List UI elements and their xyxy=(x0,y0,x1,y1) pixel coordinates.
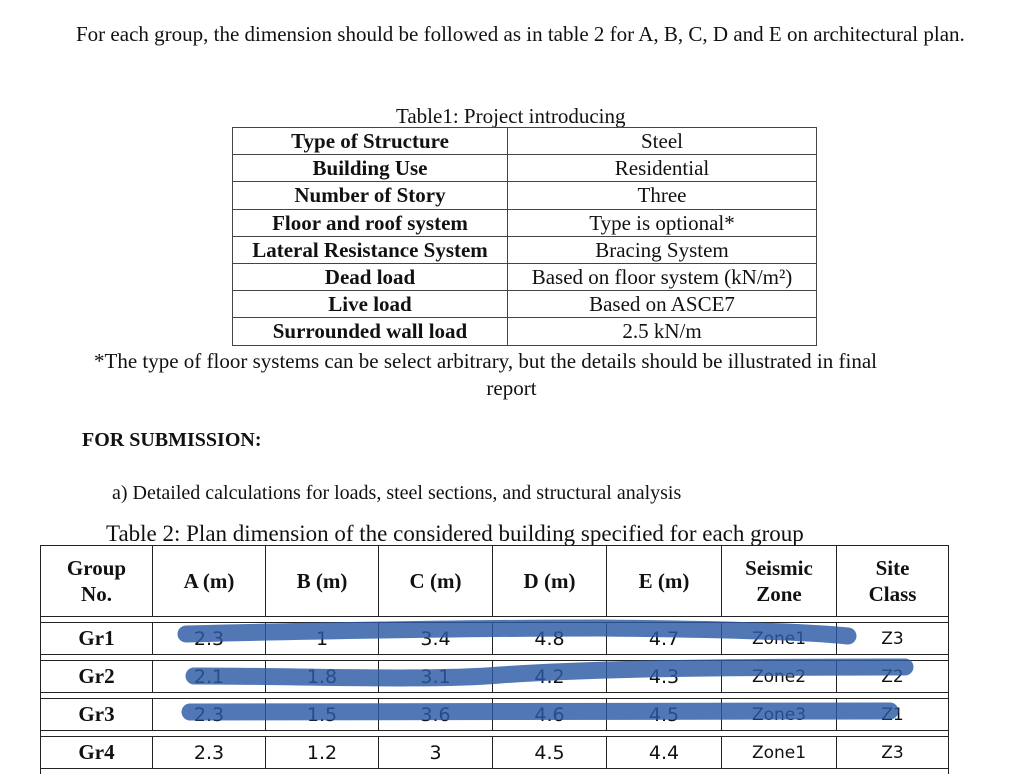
zone-cell: Zone1 xyxy=(722,623,837,655)
header-d: D (m) xyxy=(493,546,607,617)
table-key: Surrounded wall load xyxy=(233,318,508,345)
b-cell: 1.5 xyxy=(266,699,379,731)
project-intro-table xyxy=(232,127,817,346)
header-e: E (m) xyxy=(607,546,722,617)
table-value: Based on ASCE7 xyxy=(508,291,817,318)
c-cell: 3.4 xyxy=(379,623,493,655)
b-cell: 1 xyxy=(266,623,379,655)
table-row xyxy=(41,661,949,693)
e-cell: 4.3 xyxy=(607,661,722,693)
table-key: Building Use xyxy=(233,155,508,182)
plan-dimension-table xyxy=(40,545,949,774)
e-cell: 4.5 xyxy=(607,699,722,731)
footnote-continuation: report xyxy=(486,376,537,400)
group-cell: Gr4 xyxy=(41,737,153,769)
site-cell: Z3 xyxy=(837,623,949,655)
table-row xyxy=(41,737,949,769)
table-row xyxy=(233,318,817,345)
d-cell: 4.8 xyxy=(493,623,607,655)
table-row xyxy=(233,209,817,236)
c-cell: 3 xyxy=(379,737,493,769)
table-row xyxy=(233,291,817,318)
site-cell: Z3 xyxy=(837,737,949,769)
header-b: B (m) xyxy=(266,546,379,617)
group-cell: Gr2 xyxy=(41,661,153,693)
intro-paragraph: For each group, the dimension should be followed as in table 2 for A, B, C, D and E on architectural plan. xyxy=(76,22,965,46)
d-cell: 4.6 xyxy=(493,699,607,731)
e-cell: 4.4 xyxy=(607,737,722,769)
zone-cell: Zone1 xyxy=(722,737,837,769)
group-cell: Gr3 xyxy=(41,699,153,731)
table-row xyxy=(233,155,817,182)
table-value: 2.5 kN/m xyxy=(508,318,817,345)
zone-cell: Zone2 xyxy=(722,661,837,693)
table-key: Number of Story xyxy=(233,182,508,209)
zone-cell: Zone3 xyxy=(722,699,837,731)
header-c: C (m) xyxy=(379,546,493,617)
table-value: Based on floor system (kN/m²) xyxy=(508,263,817,290)
table-value: Residential xyxy=(508,155,817,182)
table-value: Steel xyxy=(508,128,817,155)
table-header-row xyxy=(41,546,949,617)
a-cell: 2.3 xyxy=(153,737,266,769)
table-key: Live load xyxy=(233,291,508,318)
e-cell: 4.7 xyxy=(607,623,722,655)
a-cell: 2.3 xyxy=(153,699,266,731)
b-cell: 1.8 xyxy=(266,661,379,693)
header-a: A (m) xyxy=(153,546,266,617)
table-row xyxy=(41,699,949,731)
header-group: Group No. xyxy=(41,546,153,617)
header-site-class: Site Class xyxy=(837,546,949,617)
c-cell: 3.1 xyxy=(379,661,493,693)
d-cell: 4.5 xyxy=(493,737,607,769)
table-row xyxy=(233,236,817,263)
group-cell: Gr1 xyxy=(41,623,153,655)
table-row xyxy=(233,128,817,155)
a-cell: 2.1 xyxy=(153,661,266,693)
table-row xyxy=(41,623,949,655)
table-key: Lateral Resistance System xyxy=(233,236,508,263)
table-key: Type of Structure xyxy=(233,128,508,155)
table-value: Type is optional* xyxy=(508,209,817,236)
header-seismic-zone: Seismic Zone xyxy=(722,546,837,617)
footnote-line: *The type of floor systems can be select arbitrary, but the details should be illustrated in final xyxy=(94,349,877,373)
submission-heading: FOR SUBMISSION: xyxy=(82,429,262,451)
table-row xyxy=(233,263,817,290)
table-row xyxy=(233,182,817,209)
site-cell: Z2 xyxy=(837,661,949,693)
b-cell: 1.2 xyxy=(266,737,379,769)
table-key: Floor and roof system xyxy=(233,209,508,236)
d-cell: 4.2 xyxy=(493,661,607,693)
table-value: Bracing System xyxy=(508,236,817,263)
table-key: Dead load xyxy=(233,263,508,290)
a-cell: 2.3 xyxy=(153,623,266,655)
table-value: Three xyxy=(508,182,817,209)
submission-item: a) Detailed calculations for loads, steel sections, and structural analysis xyxy=(112,482,682,504)
table1-caption: Table1: Project introducing xyxy=(396,104,626,128)
site-cell: Z1 xyxy=(837,699,949,731)
table2-caption: Table 2: Plan dimension of the considered building specified for each group xyxy=(106,521,804,546)
c-cell: 3.6 xyxy=(379,699,493,731)
